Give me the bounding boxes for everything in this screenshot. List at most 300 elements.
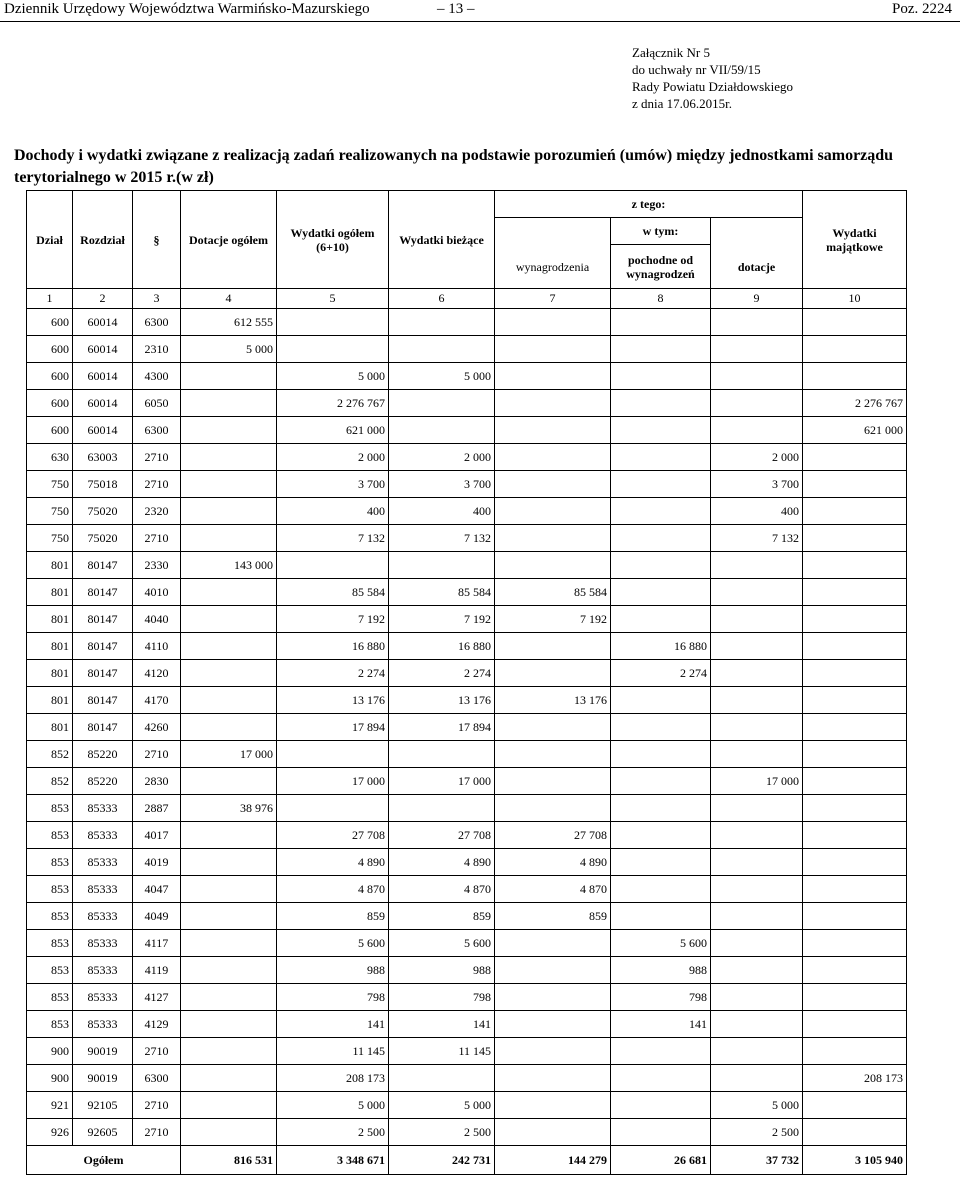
table-cell bbox=[803, 849, 907, 876]
table-cell: 2710 bbox=[133, 525, 181, 552]
table-cell: 90019 bbox=[73, 1038, 133, 1065]
table-cell bbox=[803, 903, 907, 930]
table-cell: 3 700 bbox=[711, 471, 803, 498]
table-cell bbox=[181, 849, 277, 876]
table-cell: 4129 bbox=[133, 1011, 181, 1038]
table-cell: 853 bbox=[27, 984, 73, 1011]
table-cell bbox=[611, 687, 711, 714]
table-cell: 798 bbox=[277, 984, 389, 1011]
table-cell bbox=[711, 795, 803, 822]
col-wydatki-biezace: Wydatki bieżące bbox=[389, 191, 495, 289]
table-cell: 4 870 bbox=[277, 876, 389, 903]
table-row bbox=[27, 390, 907, 417]
table-cell: 13 176 bbox=[495, 687, 611, 714]
table-row bbox=[27, 1065, 907, 1092]
table-cell: 5 600 bbox=[611, 930, 711, 957]
table-cell: 600 bbox=[27, 336, 73, 363]
table-cell bbox=[711, 363, 803, 390]
table-cell bbox=[711, 741, 803, 768]
table-cell: 859 bbox=[495, 903, 611, 930]
table-cell bbox=[181, 876, 277, 903]
table-cell: 80147 bbox=[73, 579, 133, 606]
table-cell bbox=[181, 363, 277, 390]
table-cell: 400 bbox=[389, 498, 495, 525]
table-cell bbox=[611, 822, 711, 849]
table-cell bbox=[803, 363, 907, 390]
table-row bbox=[27, 822, 907, 849]
table-cell: 853 bbox=[27, 876, 73, 903]
table-cell: 600 bbox=[27, 363, 73, 390]
table-cell: 16 880 bbox=[389, 633, 495, 660]
table-cell bbox=[181, 579, 277, 606]
table-row bbox=[27, 741, 907, 768]
table-cell bbox=[495, 336, 611, 363]
table-cell: 4 890 bbox=[277, 849, 389, 876]
table-cell: 80147 bbox=[73, 687, 133, 714]
table-cell bbox=[711, 660, 803, 687]
table-row bbox=[27, 606, 907, 633]
table-row bbox=[27, 417, 907, 444]
table-cell bbox=[711, 687, 803, 714]
table-row bbox=[27, 471, 907, 498]
table-cell bbox=[181, 957, 277, 984]
table-cell bbox=[611, 903, 711, 930]
table-cell bbox=[181, 768, 277, 795]
table-cell bbox=[611, 1038, 711, 1065]
table-cell: 750 bbox=[27, 525, 73, 552]
table-cell: 801 bbox=[27, 660, 73, 687]
table-cell: 859 bbox=[277, 903, 389, 930]
column-number: 7 bbox=[495, 289, 611, 309]
table-cell: 143 000 bbox=[181, 552, 277, 579]
table-row bbox=[27, 525, 907, 552]
table-cell bbox=[495, 417, 611, 444]
column-number: 6 bbox=[389, 289, 495, 309]
table-cell bbox=[803, 822, 907, 849]
table-cell: 5 000 bbox=[181, 336, 277, 363]
table-cell: 6050 bbox=[133, 390, 181, 417]
table-cell: 7 192 bbox=[277, 606, 389, 633]
table-cell: 921 bbox=[27, 1092, 73, 1119]
table-cell: 11 145 bbox=[389, 1038, 495, 1065]
table-cell: 60014 bbox=[73, 336, 133, 363]
total-cell: 3 105 940 bbox=[803, 1146, 907, 1175]
table-cell bbox=[181, 1011, 277, 1038]
table-row bbox=[27, 1038, 907, 1065]
budget-table bbox=[26, 190, 907, 1175]
table-cell bbox=[495, 1038, 611, 1065]
table-cell: 6300 bbox=[133, 417, 181, 444]
table-cell bbox=[181, 1092, 277, 1119]
total-cell: 26 681 bbox=[611, 1146, 711, 1175]
table-cell: 92105 bbox=[73, 1092, 133, 1119]
table-cell: 926 bbox=[27, 1119, 73, 1146]
table-cell: 852 bbox=[27, 768, 73, 795]
column-number: 2 bbox=[73, 289, 133, 309]
table-row bbox=[27, 309, 907, 336]
table-cell: 2830 bbox=[133, 768, 181, 795]
total-cell: 37 732 bbox=[711, 1146, 803, 1175]
table-cell bbox=[389, 336, 495, 363]
table-cell: 2330 bbox=[133, 552, 181, 579]
table-cell: 2710 bbox=[133, 1038, 181, 1065]
table-row bbox=[27, 336, 907, 363]
table-cell: 853 bbox=[27, 795, 73, 822]
table-cell bbox=[181, 390, 277, 417]
table-cell bbox=[181, 714, 277, 741]
table-cell: 85333 bbox=[73, 957, 133, 984]
table-cell: 801 bbox=[27, 633, 73, 660]
table-cell: 85333 bbox=[73, 822, 133, 849]
table-cell: 7 192 bbox=[495, 606, 611, 633]
table-cell: 2 274 bbox=[611, 660, 711, 687]
table-cell bbox=[277, 309, 389, 336]
table-cell bbox=[389, 795, 495, 822]
table-cell bbox=[389, 390, 495, 417]
table-cell: 17 000 bbox=[711, 768, 803, 795]
table-cell: 2 274 bbox=[389, 660, 495, 687]
table-cell: 85333 bbox=[73, 1011, 133, 1038]
table-cell bbox=[389, 417, 495, 444]
table-cell bbox=[803, 741, 907, 768]
table-cell: 4010 bbox=[133, 579, 181, 606]
table-row bbox=[27, 1011, 907, 1038]
table-cell bbox=[181, 1038, 277, 1065]
table-cell: 5 000 bbox=[277, 1092, 389, 1119]
table-row bbox=[27, 876, 907, 903]
table-cell: 4049 bbox=[133, 903, 181, 930]
table-cell: 612 555 bbox=[181, 309, 277, 336]
table-cell: 38 976 bbox=[181, 795, 277, 822]
table-cell bbox=[495, 1119, 611, 1146]
table-cell: 801 bbox=[27, 606, 73, 633]
table-cell: 4127 bbox=[133, 984, 181, 1011]
table-row bbox=[27, 984, 907, 1011]
table-cell: 621 000 bbox=[277, 417, 389, 444]
table-cell bbox=[611, 363, 711, 390]
table-cell: 853 bbox=[27, 903, 73, 930]
table-cell: 7 132 bbox=[711, 525, 803, 552]
table-row bbox=[27, 660, 907, 687]
table-cell: 80147 bbox=[73, 633, 133, 660]
table-cell: 4017 bbox=[133, 822, 181, 849]
table-cell bbox=[277, 741, 389, 768]
table-cell: 853 bbox=[27, 849, 73, 876]
table-cell: 2 276 767 bbox=[277, 390, 389, 417]
table-cell bbox=[495, 1065, 611, 1092]
table-cell bbox=[711, 876, 803, 903]
table-cell bbox=[495, 444, 611, 471]
table-cell bbox=[611, 741, 711, 768]
column-number: 5 bbox=[277, 289, 389, 309]
table-cell: 16 880 bbox=[277, 633, 389, 660]
table-cell bbox=[611, 876, 711, 903]
table-cell: 801 bbox=[27, 552, 73, 579]
table-cell: 80147 bbox=[73, 660, 133, 687]
col-dzial: Dział bbox=[27, 191, 73, 289]
table-cell bbox=[181, 822, 277, 849]
table-cell bbox=[495, 552, 611, 579]
table-cell bbox=[277, 552, 389, 579]
table-cell: 85220 bbox=[73, 768, 133, 795]
col-w-tym: w tym: bbox=[611, 218, 711, 245]
table-cell bbox=[611, 849, 711, 876]
table-cell: 4260 bbox=[133, 714, 181, 741]
table-cell bbox=[711, 1038, 803, 1065]
table-cell: 798 bbox=[611, 984, 711, 1011]
table-cell: 5 000 bbox=[389, 363, 495, 390]
table-cell bbox=[181, 471, 277, 498]
table-cell bbox=[803, 1011, 907, 1038]
table-cell bbox=[803, 660, 907, 687]
table-cell bbox=[711, 606, 803, 633]
table-cell: 2 500 bbox=[277, 1119, 389, 1146]
table-cell bbox=[495, 930, 611, 957]
col-wynagrodzenia: wynagrodzenia bbox=[495, 218, 611, 289]
table-cell: 2 274 bbox=[277, 660, 389, 687]
table-cell bbox=[803, 606, 907, 633]
table-cell: 85333 bbox=[73, 984, 133, 1011]
table-row bbox=[27, 687, 907, 714]
table-cell: 801 bbox=[27, 687, 73, 714]
table-cell: 801 bbox=[27, 714, 73, 741]
total-label: Ogółem bbox=[27, 1146, 181, 1175]
column-number: 8 bbox=[611, 289, 711, 309]
table-cell: 208 173 bbox=[277, 1065, 389, 1092]
table-cell bbox=[803, 1119, 907, 1146]
table-cell bbox=[711, 930, 803, 957]
table-cell: 27 708 bbox=[389, 822, 495, 849]
table-cell bbox=[803, 930, 907, 957]
table-cell bbox=[711, 849, 803, 876]
table-cell: 5 000 bbox=[389, 1092, 495, 1119]
total-cell: 3 348 671 bbox=[277, 1146, 389, 1175]
table-cell bbox=[803, 471, 907, 498]
table-cell bbox=[389, 1065, 495, 1092]
table-cell bbox=[495, 1011, 611, 1038]
table-cell bbox=[711, 390, 803, 417]
table-cell: 4 870 bbox=[495, 876, 611, 903]
table-cell: 7 132 bbox=[277, 525, 389, 552]
total-cell: 144 279 bbox=[495, 1146, 611, 1175]
table-cell bbox=[495, 714, 611, 741]
table-cell: 85 584 bbox=[495, 579, 611, 606]
table-cell: 852 bbox=[27, 741, 73, 768]
table-cell: 5 000 bbox=[277, 363, 389, 390]
table-cell: 27 708 bbox=[277, 822, 389, 849]
table-cell bbox=[181, 417, 277, 444]
table-cell bbox=[711, 579, 803, 606]
table-cell: 600 bbox=[27, 417, 73, 444]
table-cell bbox=[611, 309, 711, 336]
table-cell bbox=[495, 525, 611, 552]
table-cell: 17 894 bbox=[389, 714, 495, 741]
table-cell: 7 192 bbox=[389, 606, 495, 633]
table-cell: 60014 bbox=[73, 363, 133, 390]
table-cell: 859 bbox=[389, 903, 495, 930]
annex-line: z dnia 17.06.2015r. bbox=[632, 96, 733, 111]
table-cell bbox=[803, 525, 907, 552]
table-cell: 400 bbox=[277, 498, 389, 525]
table-cell: 90019 bbox=[73, 1065, 133, 1092]
table-row bbox=[27, 768, 907, 795]
table-cell: 80147 bbox=[73, 552, 133, 579]
table-cell: 3 700 bbox=[277, 471, 389, 498]
table-cell: 85 584 bbox=[277, 579, 389, 606]
table-cell bbox=[803, 633, 907, 660]
table-row bbox=[27, 903, 907, 930]
table-cell bbox=[803, 714, 907, 741]
table-cell: 2710 bbox=[133, 741, 181, 768]
col-dotacje: dotacje bbox=[711, 218, 803, 289]
table-cell: 3 700 bbox=[389, 471, 495, 498]
table-cell: 17 000 bbox=[277, 768, 389, 795]
table-cell bbox=[803, 687, 907, 714]
table-cell: 853 bbox=[27, 957, 73, 984]
table-cell: 4 890 bbox=[495, 849, 611, 876]
position-number: Poz. 2224 bbox=[892, 1, 952, 17]
table-cell bbox=[611, 714, 711, 741]
table-row bbox=[27, 579, 907, 606]
table-cell: 208 173 bbox=[803, 1065, 907, 1092]
table-cell bbox=[495, 1092, 611, 1119]
table-row bbox=[27, 1092, 907, 1119]
table-cell: 2710 bbox=[133, 471, 181, 498]
table-cell bbox=[711, 309, 803, 336]
table-row bbox=[27, 957, 907, 984]
col-wydatki-ogolem: Wydatki ogółem (6+10) bbox=[277, 191, 389, 289]
column-number: 4 bbox=[181, 289, 277, 309]
table-cell: 85333 bbox=[73, 903, 133, 930]
table-cell: 27 708 bbox=[495, 822, 611, 849]
table-cell bbox=[711, 984, 803, 1011]
table-cell: 2 000 bbox=[711, 444, 803, 471]
table-cell bbox=[611, 498, 711, 525]
table-row bbox=[27, 633, 907, 660]
table-cell bbox=[611, 768, 711, 795]
table-cell: 17 894 bbox=[277, 714, 389, 741]
table-cell bbox=[495, 363, 611, 390]
table-cell bbox=[181, 984, 277, 1011]
table-cell bbox=[711, 417, 803, 444]
table-cell bbox=[389, 309, 495, 336]
table-cell bbox=[803, 1038, 907, 1065]
table-cell bbox=[711, 714, 803, 741]
table-cell bbox=[803, 552, 907, 579]
table-cell: 988 bbox=[611, 957, 711, 984]
table-cell bbox=[277, 795, 389, 822]
table-cell bbox=[181, 498, 277, 525]
table-cell bbox=[495, 984, 611, 1011]
table-cell: 85333 bbox=[73, 930, 133, 957]
table-cell: 4300 bbox=[133, 363, 181, 390]
page-number: – 13 – bbox=[437, 1, 475, 17]
table-body bbox=[27, 309, 907, 1146]
col-pochodne: pochodne od wynagrodzeń bbox=[611, 245, 711, 289]
table-cell bbox=[711, 1065, 803, 1092]
table-cell: 13 176 bbox=[389, 687, 495, 714]
table-cell bbox=[611, 1092, 711, 1119]
table-cell: 4119 bbox=[133, 957, 181, 984]
table-cell bbox=[611, 552, 711, 579]
table-cell bbox=[611, 795, 711, 822]
page-header bbox=[0, 0, 960, 22]
table-cell bbox=[181, 444, 277, 471]
column-numbers-row bbox=[27, 289, 907, 309]
table-cell: 4110 bbox=[133, 633, 181, 660]
table-cell: 853 bbox=[27, 930, 73, 957]
table-cell: 2 500 bbox=[389, 1119, 495, 1146]
table-cell bbox=[711, 903, 803, 930]
table-cell: 75018 bbox=[73, 471, 133, 498]
table-cell: 16 880 bbox=[611, 633, 711, 660]
table-cell: 750 bbox=[27, 498, 73, 525]
table-cell: 900 bbox=[27, 1038, 73, 1065]
annex-block bbox=[632, 44, 793, 112]
table-cell: 4117 bbox=[133, 930, 181, 957]
table-cell: 853 bbox=[27, 822, 73, 849]
table-cell: 900 bbox=[27, 1065, 73, 1092]
table-cell: 4047 bbox=[133, 876, 181, 903]
table-cell bbox=[495, 768, 611, 795]
table-cell bbox=[611, 336, 711, 363]
column-number: 9 bbox=[711, 289, 803, 309]
annex-line: do uchwały nr VII/59/15 bbox=[632, 62, 761, 77]
table-cell bbox=[181, 525, 277, 552]
total-cell: 816 531 bbox=[181, 1146, 277, 1175]
table-row bbox=[27, 795, 907, 822]
table-cell bbox=[711, 957, 803, 984]
table-cell: 801 bbox=[27, 579, 73, 606]
table-cell: 2310 bbox=[133, 336, 181, 363]
table-cell: 92605 bbox=[73, 1119, 133, 1146]
table-cell: 750 bbox=[27, 471, 73, 498]
table-cell: 63003 bbox=[73, 444, 133, 471]
table-cell: 4 870 bbox=[389, 876, 495, 903]
table-cell bbox=[711, 1011, 803, 1038]
table-cell: 798 bbox=[389, 984, 495, 1011]
table-row bbox=[27, 849, 907, 876]
table-cell bbox=[803, 498, 907, 525]
table-row bbox=[27, 930, 907, 957]
table-cell: 2887 bbox=[133, 795, 181, 822]
document-title: Dochody i wydatki związane z realizacją zadań realizowanych na podstawie porozumień (umów) między jednostkami samorządu terytorialnego w 2015 r.(w zł) bbox=[14, 147, 894, 186]
table-cell bbox=[495, 471, 611, 498]
table-cell: 75020 bbox=[73, 525, 133, 552]
table-cell bbox=[495, 309, 611, 336]
table-cell bbox=[495, 633, 611, 660]
table-cell bbox=[277, 336, 389, 363]
table-cell: 60014 bbox=[73, 309, 133, 336]
table-cell: 85333 bbox=[73, 876, 133, 903]
table-cell bbox=[495, 795, 611, 822]
table-row bbox=[27, 714, 907, 741]
table-cell bbox=[495, 390, 611, 417]
table-cell bbox=[711, 336, 803, 363]
table-cell: 2710 bbox=[133, 444, 181, 471]
table-cell: 2710 bbox=[133, 1092, 181, 1119]
table-cell: 17 000 bbox=[389, 768, 495, 795]
table-cell bbox=[803, 336, 907, 363]
table-cell bbox=[495, 957, 611, 984]
column-number: 10 bbox=[803, 289, 907, 309]
table-cell bbox=[803, 579, 907, 606]
table-cell bbox=[803, 984, 907, 1011]
table-cell: 2710 bbox=[133, 1119, 181, 1146]
table-cell bbox=[181, 633, 277, 660]
total-cell: 242 731 bbox=[389, 1146, 495, 1175]
table-row bbox=[27, 363, 907, 390]
